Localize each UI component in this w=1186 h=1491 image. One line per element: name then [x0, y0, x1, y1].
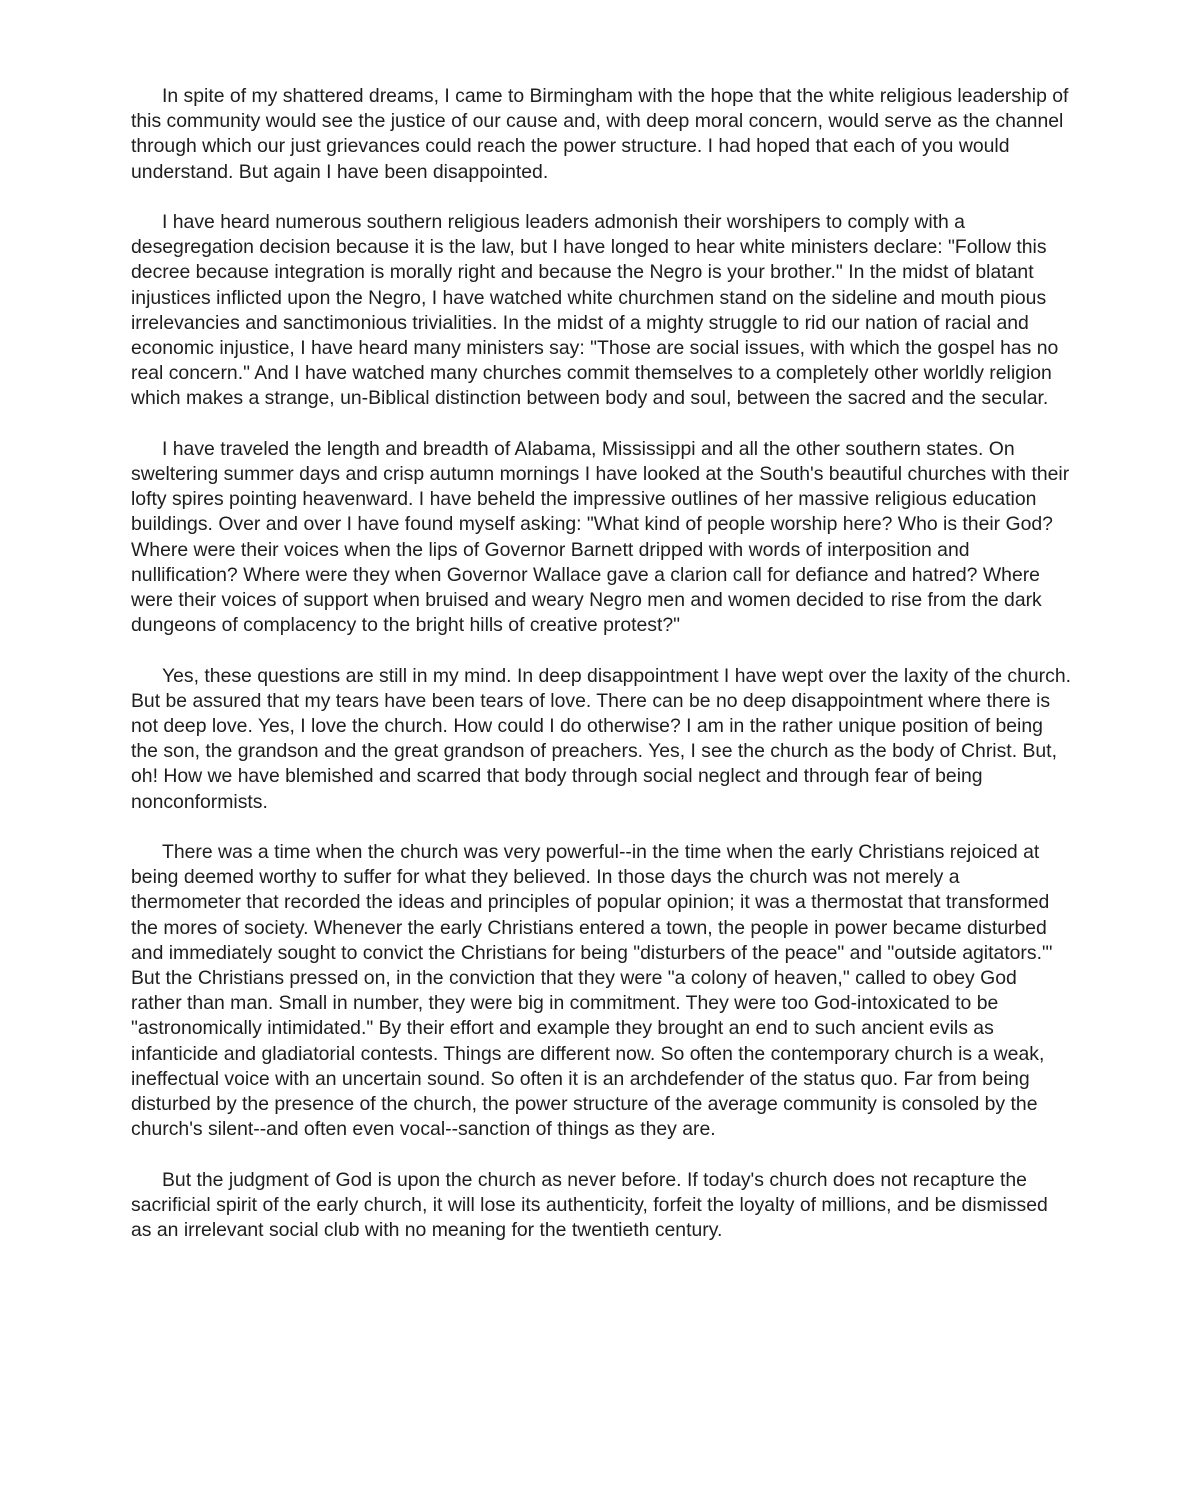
document-body	[131, 84, 1071, 1268]
paragraph-5: There was a time when the church was very powerful--in the time when the early Christians rejoiced at being deemed worthy to suffer for what they believed. In those days the church was not merely a thermometer that recorded the ideas and principles of popular opinion; it was a thermostat that transformed the mores of society. Whenever the early Christians entered a town, the people in power became disturbed and immediately sought to convict the Christians for being "disturbers of the peace" and "outside agitators."' But the Christians pressed on, in the conviction that they were "a colony of heaven," called to obey God rather than man. Small in number, they were big in commitment. They were too God-intoxicated to be "astronomically intimidated." By their effort and example they brought an end to such ancient evils as infanticide and gladiatorial contests. Things are different now. So often the contemporary church is a weak, ineffectual voice with an uncertain sound. So often it is an archdefender of the status quo. Far from being disturbed by the presence of the church, the power structure of the average community is consoled by the church's silent--and often even vocal--sanction of things as they are.	[131, 841, 1053, 1141]
paragraph-1: In spite of my shattered dreams, I came to Birmingham with the hope that the white religious leadership of this community would see the justice of our cause and, with deep moral concern, would serve as the channel through which our just grievances could reach the power structure. I had hoped that each of you would understand. But again I have been disappointed.	[131, 85, 1069, 183]
paragraph-4: Yes, these questions are still in my mind. In deep disappointment I have wept over the laxity of the church. But be assured that my tears have been tears of love. There can be no deep disappointment where there is not deep love. Yes, I love the church. How could I do otherwise? I am in the rather unique position of being the son, the grandson and the great grandson of preachers. Yes, I see the church as the body of Christ. But, oh! How we have blemished and scarred that body through social neglect and through fear of being nonconformists.	[131, 664, 1071, 813]
paragraph-3: I have traveled the length and breadth of Alabama, Mississippi and all the other southern states. On sweltering summer days and crisp autumn mornings I have looked at the South's beautiful churches with their lofty spires pointing heavenward. I have beheld the impressive outlines of her massive religious education buildings. Over and over I have found myself asking: "What kind of people worship here? Who is their God? Where were their voices when the lips of Governor Barnett dripped with words of interposition and nullification? Where were they when Governor Wallace gave a clarion call for defiance and hatred? Where were their voices of support when bruised and weary Negro men and women decided to rise from the dark dungeons of complacency to the bright hills of creative protest?"	[131, 437, 1070, 637]
paragraph-2: I have heard numerous southern religious leaders admonish their worshipers to comply with a desegregation decision because it is the law, but I have longed to hear white ministers declare: "Follow this decree because integration is morally right and because the Negro is your brother." In the midst of blatant injustices inflicted upon the Negro, I have watched white churchmen stand on the sideline and mouth pious irrelevancies and sanctimonious trivialities. In the midst of a mighty struggle to rid our nation of racial and economic injustice, I have heard many ministers say: "Those are social issues, with which the gospel has no real concern." And I have watched many churches commit themselves to a completely other worldly religion which makes a strange, un-Biblical distinction between body and soul, between the sacred and the secular.	[131, 211, 1059, 410]
paragraph-6: But the judgment of God is upon the church as never before. If today's church does not recapture the sacrificial spirit of the early church, it will lose its authenticity, forfeit the loyalty of millions, and be dismissed as an irrelevant social club with no meaning for the twentieth century.	[131, 1168, 1048, 1242]
